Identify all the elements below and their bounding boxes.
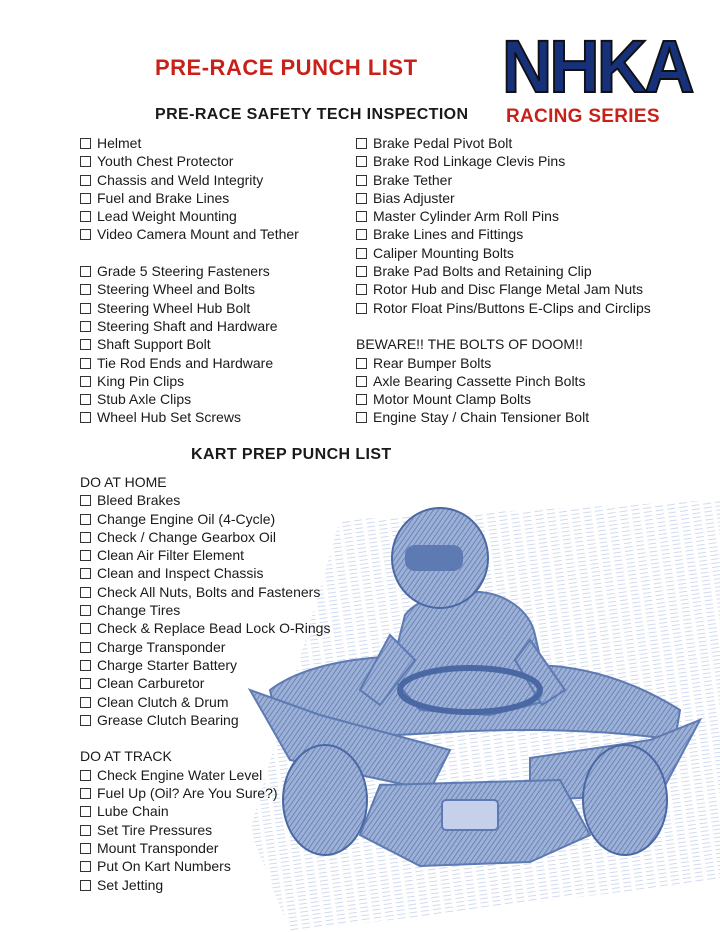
checkbox-icon[interactable] <box>356 138 367 149</box>
checkbox-icon[interactable] <box>80 514 91 525</box>
checkbox-icon[interactable] <box>356 193 367 204</box>
checkbox-icon[interactable] <box>356 248 367 259</box>
checklist-item[interactable] <box>356 299 651 317</box>
checklist-item[interactable] <box>80 225 299 243</box>
kart-prep-heading: KART PREP PUNCH LIST <box>191 446 392 463</box>
checklist-item[interactable] <box>80 583 330 601</box>
logo-main-text: NHKA <box>502 25 692 108</box>
checklist-label: Steering Wheel Hub Bolt <box>97 299 251 316</box>
checklist-item[interactable] <box>80 656 330 674</box>
checklist-item[interactable] <box>80 134 299 152</box>
checklist-label: Lead Weight Mounting <box>97 208 237 225</box>
checkbox-icon[interactable] <box>356 376 367 387</box>
checklist-item[interactable] <box>80 619 330 637</box>
checklist-item[interactable] <box>356 280 651 298</box>
checkbox-icon[interactable] <box>80 880 91 891</box>
do-at-track-heading: DO AT TRACK <box>80 748 172 765</box>
checkbox-icon[interactable] <box>80 303 91 314</box>
checklist-label: Brake Pedal Pivot Bolt <box>373 135 513 151</box>
checkbox-icon[interactable] <box>80 678 91 689</box>
kart-number-plate <box>442 800 498 830</box>
checkbox-icon[interactable] <box>80 605 91 616</box>
checklist-item[interactable] <box>80 564 330 582</box>
checklist-item[interactable] <box>356 189 651 207</box>
checklist-item[interactable] <box>356 171 651 189</box>
checklist-item[interactable] <box>80 299 299 317</box>
checkbox-icon[interactable] <box>80 532 91 543</box>
checklist-item[interactable] <box>356 225 651 243</box>
checkbox-icon[interactable] <box>80 770 91 781</box>
checklist-item[interactable] <box>356 354 651 372</box>
checklist-item[interactable] <box>356 408 651 426</box>
checklist-label: Brake Pad Bolts and Retaining Clip <box>373 263 592 280</box>
checklist-label: Charge Transponder <box>97 638 226 655</box>
checklist-label: Rotor Float Pins/Buttons E-Clips and Circlips <box>373 299 651 316</box>
checklist-item[interactable] <box>80 152 299 170</box>
checkbox-icon[interactable] <box>80 321 91 332</box>
spacer <box>80 729 330 747</box>
checkbox-icon[interactable] <box>356 156 367 167</box>
checkbox-icon[interactable] <box>80 825 91 836</box>
checklist-item[interactable] <box>356 152 651 170</box>
checklist-item[interactable] <box>80 638 330 656</box>
checklist-label: Shaft Support Bolt <box>97 336 211 353</box>
bolts-of-doom-heading: BEWARE!! THE BOLTS OF DOOM!! <box>356 336 583 353</box>
checklist-item[interactable] <box>80 280 299 298</box>
checklist-label: Brake Rod Linkage Clevis Pins <box>373 153 566 170</box>
checklist-item[interactable] <box>80 693 330 711</box>
checkbox-icon[interactable] <box>356 303 367 314</box>
spacer <box>80 244 299 262</box>
kart-prep-list <box>80 473 330 894</box>
checkbox-icon[interactable] <box>80 229 91 240</box>
checkbox-icon[interactable] <box>80 843 91 854</box>
checklist-item[interactable] <box>80 262 299 280</box>
checklist-label: Fuel Up (Oil? Are You Sure?) <box>97 785 278 802</box>
checklist-item[interactable] <box>356 134 651 152</box>
checklist-label: Set Jetting <box>97 876 164 893</box>
checklist-item[interactable] <box>80 766 330 784</box>
safety-inspection-heading: PRE-RACE SAFETY TECH INSPECTION <box>155 106 469 123</box>
checklist-item[interactable] <box>80 491 330 509</box>
checkbox-icon[interactable] <box>356 211 367 222</box>
safety-right-column <box>356 134 651 427</box>
checkbox-icon[interactable] <box>80 358 91 369</box>
checklist-item[interactable] <box>80 408 299 426</box>
checklist-label: Grade 5 Steering Fasteners <box>97 263 270 280</box>
checklist-item[interactable] <box>80 876 330 894</box>
checklist-label: Clean Clutch & Drum <box>97 693 229 710</box>
checklist-label: King Pin Clips <box>97 372 185 389</box>
checklist-label: Stub Axle Clips <box>97 391 192 408</box>
safety-left-column <box>80 134 299 427</box>
checklist-item[interactable] <box>80 317 299 335</box>
kart-helmet-visor <box>405 545 463 571</box>
checklist-item[interactable] <box>80 510 330 528</box>
checklist-item[interactable] <box>80 857 330 875</box>
checklist-item[interactable] <box>356 262 651 280</box>
checklist-item[interactable] <box>80 839 330 857</box>
checkbox-icon[interactable] <box>356 358 367 369</box>
checklist-label: Clean and Inspect Chassis <box>97 565 264 582</box>
checklist-item[interactable] <box>80 784 330 802</box>
checklist-item[interactable] <box>356 372 651 390</box>
checklist-label: Steering Wheel and Bolts <box>97 281 255 298</box>
kart-wheel <box>583 745 667 855</box>
checklist-label: Clean Air Filter Element <box>97 547 245 564</box>
checklist-label: Chassis and Weld Integrity <box>97 171 264 188</box>
checklist-label: Put On Kart Numbers <box>97 858 231 875</box>
checkbox-icon[interactable] <box>80 175 91 186</box>
checklist-item[interactable] <box>80 528 330 546</box>
checkbox-icon[interactable] <box>80 587 91 598</box>
checklist-label: Youth Chest Protector <box>97 153 234 170</box>
checklist-item[interactable] <box>80 546 330 564</box>
checklist-label: Check Engine Water Level <box>97 766 263 783</box>
checkbox-icon[interactable] <box>356 266 367 277</box>
checklist-label: Bleed Brakes <box>97 492 181 509</box>
checklist-item[interactable] <box>80 207 299 225</box>
checklist-label: Tie Rod Ends and Hardware <box>97 354 274 371</box>
checklist-label: Set Tire Pressures <box>97 821 213 838</box>
checklist-label: Axle Bearing Cassette Pinch Bolts <box>373 372 586 389</box>
checkbox-icon[interactable] <box>80 156 91 167</box>
checklist-item[interactable] <box>80 189 299 207</box>
checklist-item[interactable] <box>356 207 651 225</box>
checkbox-icon[interactable] <box>80 861 91 872</box>
checklist-label: Video Camera Mount and Tether <box>97 226 299 243</box>
checklist-label: Rear Bumper Bolts <box>373 354 492 371</box>
checkbox-icon[interactable] <box>80 211 91 222</box>
checkbox-icon[interactable] <box>80 495 91 506</box>
checkbox-icon[interactable] <box>80 284 91 295</box>
checklist-label: Rotor Hub and Disc Flange Metal Jam Nuts <box>373 281 643 298</box>
checkbox-icon[interactable] <box>356 394 367 405</box>
checklist-label: Motor Mount Clamp Bolts <box>373 391 531 408</box>
spacer <box>356 317 651 335</box>
checklist-label: Brake Lines and Fittings <box>373 226 524 243</box>
checkbox-icon[interactable] <box>80 412 91 423</box>
checkbox-icon[interactable] <box>80 568 91 579</box>
checklist-label: Fuel and Brake Lines <box>97 189 230 206</box>
checkbox-icon[interactable] <box>356 284 367 295</box>
checklist-label: Master Cylinder Arm Roll Pins <box>373 208 559 225</box>
checklist-item[interactable] <box>80 354 299 372</box>
checklist-label: Change Tires <box>97 602 181 619</box>
checkbox-icon[interactable] <box>356 412 367 423</box>
checklist-label: Caliper Mounting Bolts <box>373 244 514 261</box>
page-title: PRE-RACE PUNCH LIST <box>155 55 418 80</box>
checkbox-icon[interactable] <box>80 376 91 387</box>
checklist-label: Clean Carburetor <box>97 675 205 692</box>
checklist-item[interactable] <box>80 674 330 692</box>
checkbox-icon[interactable] <box>80 550 91 561</box>
checklist-label: Engine Stay / Chain Tensioner Bolt <box>373 409 590 426</box>
checkbox-icon[interactable] <box>80 660 91 671</box>
checklist-item[interactable] <box>80 390 299 408</box>
checkbox-icon[interactable] <box>80 394 91 405</box>
checkbox-icon[interactable] <box>80 193 91 204</box>
checklist-label: Lube Chain <box>97 803 169 820</box>
checklist-item[interactable] <box>356 390 651 408</box>
checklist-item[interactable] <box>80 821 330 839</box>
checkbox-icon[interactable] <box>80 623 91 634</box>
checklist-item[interactable] <box>80 601 330 619</box>
checkbox-icon[interactable] <box>80 806 91 817</box>
checklist-label: Brake Tether <box>373 171 453 188</box>
checkbox-icon[interactable] <box>80 697 91 708</box>
checkbox-icon[interactable] <box>80 715 91 726</box>
logo-sub-text: RACING SERIES <box>506 106 660 127</box>
checklist-label: Helmet <box>97 135 142 151</box>
checkbox-icon[interactable] <box>80 138 91 149</box>
checklist-label: Check & Replace Bead Lock O-Rings <box>97 620 331 637</box>
checklist-label: Change Engine Oil (4-Cycle) <box>97 510 276 527</box>
checklist-item[interactable] <box>80 802 330 820</box>
checklist-label: Check / Change Gearbox Oil <box>97 528 276 545</box>
checklist-label: Mount Transponder <box>97 839 219 856</box>
checklist-label: Bias Adjuster <box>373 189 455 206</box>
checklist-label: Wheel Hub Set Screws <box>97 409 241 426</box>
checklist-label: Steering Shaft and Hardware <box>97 317 278 334</box>
checkbox-icon[interactable] <box>80 339 91 350</box>
checkbox-icon[interactable] <box>80 788 91 799</box>
checklist-item[interactable] <box>80 711 330 729</box>
checklist-item[interactable] <box>80 335 299 353</box>
checkbox-icon[interactable] <box>80 642 91 653</box>
checklist-item[interactable] <box>356 244 651 262</box>
checklist-item[interactable] <box>80 171 299 189</box>
checkbox-icon[interactable] <box>80 266 91 277</box>
checklist-item[interactable] <box>80 372 299 390</box>
checkbox-icon[interactable] <box>356 229 367 240</box>
do-at-home-heading: DO AT HOME <box>80 474 167 490</box>
nhka-logo <box>500 25 700 132</box>
checklist-label: Charge Starter Battery <box>97 656 238 673</box>
checklist-label: Check All Nuts, Bolts and Fasteners <box>97 583 321 600</box>
checkbox-icon[interactable] <box>356 175 367 186</box>
checklist-label: Grease Clutch Bearing <box>97 711 239 728</box>
